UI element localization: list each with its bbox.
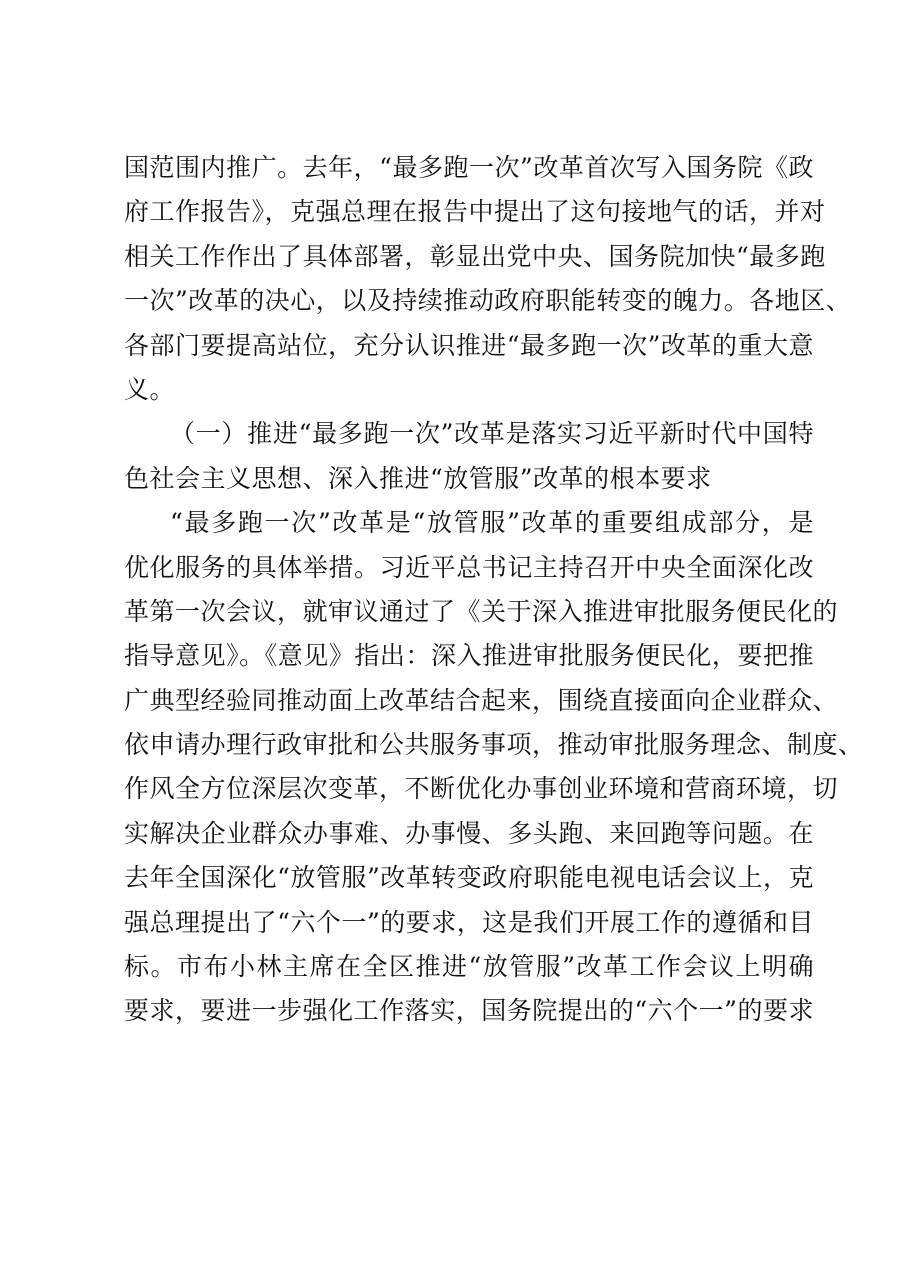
text-line: 要求，要进一步强化工作落实，国务院提出的“六个一”的要求	[124, 996, 814, 1026]
text-line: 革第一次会议，就审议通过了《关于深入推进审批服务便民化的	[124, 596, 839, 626]
section-heading-line: 色社会主义思想、深入推进“放管服”改革的根本要求	[124, 463, 712, 493]
text-line: 去年全国深化“放管服”改革转变政府职能电视电话会议上，克	[124, 863, 814, 893]
text-line: 标。市布小林主席在全区推进“放管服”改革工作会议上明确	[124, 952, 814, 982]
text-line: 强总理提出了“六个一”的要求，这是我们开展工作的遵循和目	[124, 907, 814, 937]
text-line: 依申请办理行政审批和公共服务事项，推动审批服务理念、制度、	[124, 730, 864, 760]
text-line: 实解决企业群众办事难、办事慢、多头跑、来回跑等问题。在	[124, 818, 814, 848]
section-heading-line: （一）推进“最多跑一次”改革是落实习近平新时代中国特	[170, 419, 814, 449]
text-line: 指导意见》。《意见》指出：深入推进审批服务便民化，要把推	[124, 641, 814, 671]
text-line: 优化服务的具体举措。习近平总书记主持召开中央全面深化改	[124, 552, 814, 582]
text-line: 相关工作作出了具体部署，彰显出党中央、国务院加快“最多跑	[124, 241, 826, 271]
text-line: 义。	[124, 374, 176, 404]
text-line: 一次”改革的决心，以及持续推动政府职能转变的魄力。各地区、	[124, 286, 852, 316]
text-line: “最多跑一次”改革是“放管服”改革的重要组成部分，是	[170, 508, 814, 538]
body-text	[124, 146, 864, 1034]
text-line: 各部门要提高站位，充分认识推进“最多跑一次”改革的重大意	[124, 330, 814, 360]
text-line: 国范围内推广。去年，“最多跑一次”改革首次写入国务院《政	[124, 153, 814, 182]
text-line: 广典型经验同推动面上改革结合起来，围绕直接面向企业群众、	[124, 685, 839, 715]
text-line: 府工作报告》，克强总理在报告中提出了这句接地气的话，并对	[124, 197, 826, 227]
text-line: 作风全方位深层次变革，不断优化办事创业环境和营商环境，切	[124, 774, 839, 804]
